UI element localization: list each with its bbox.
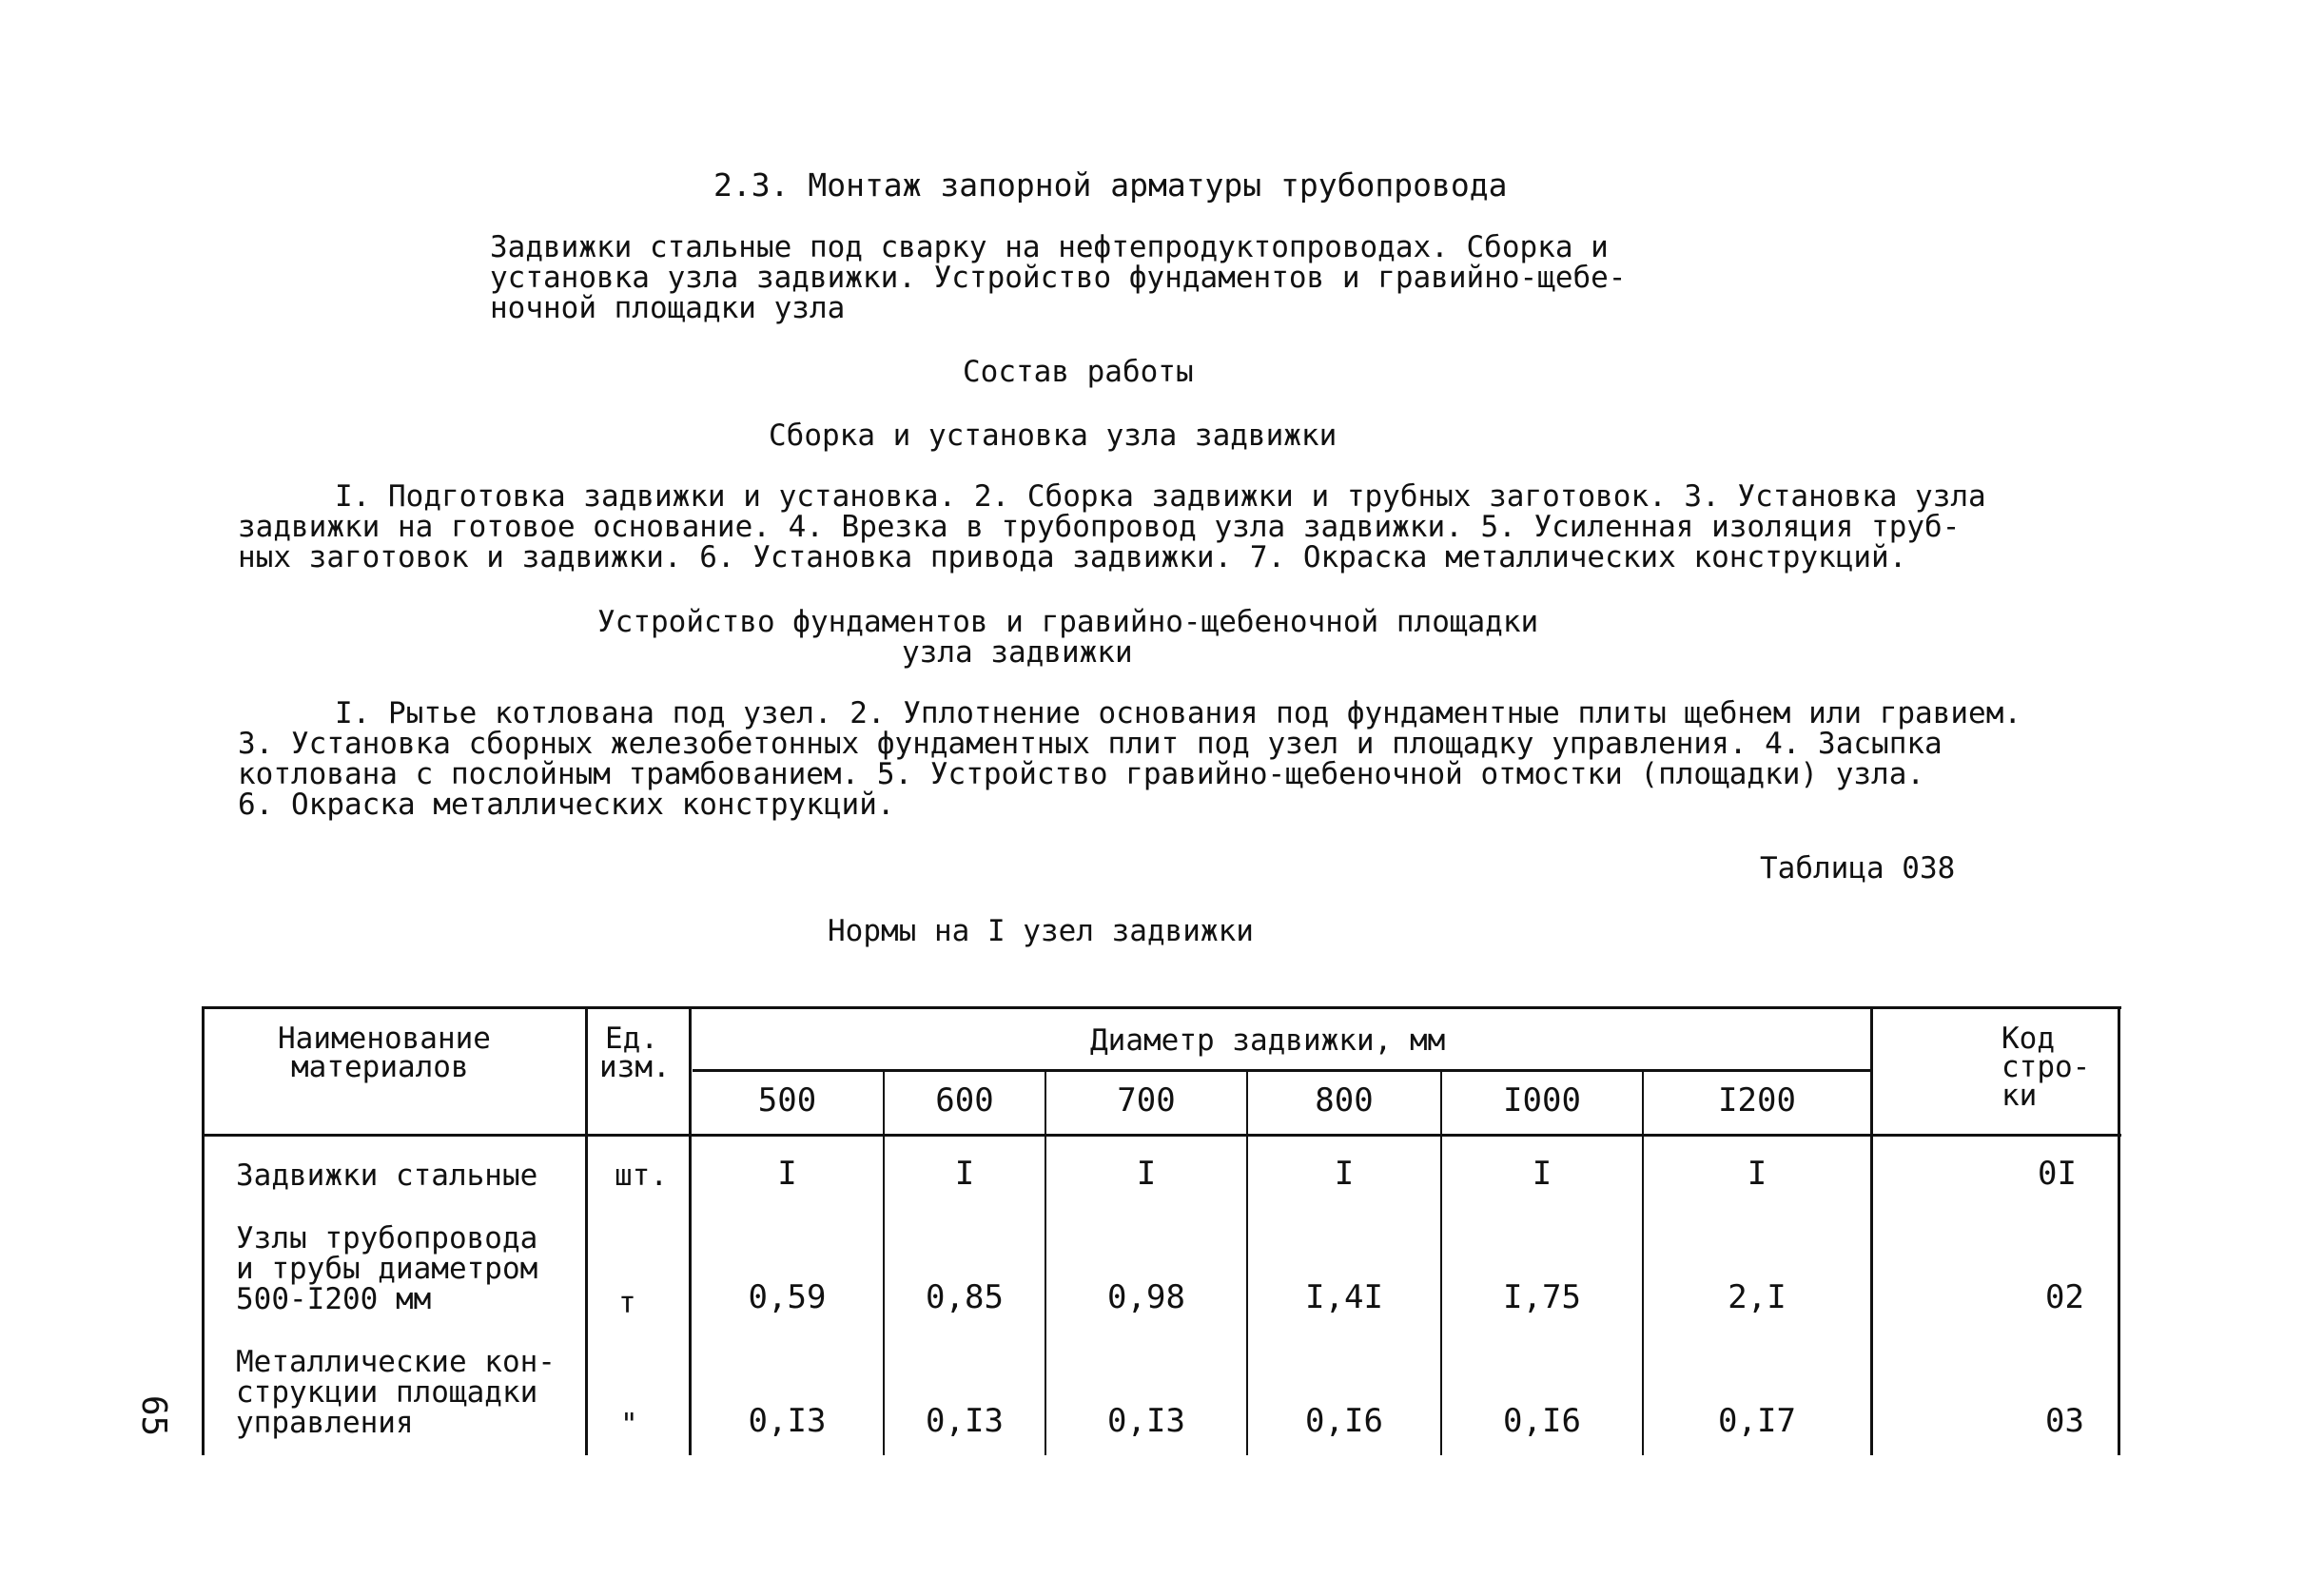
row-code: 02 <box>2045 1278 2084 1316</box>
foundation-line: котлована с послойным трамбованием. 5. Устройство гравийно-щебеночной отмостки (площадки) узла. <box>238 757 1925 791</box>
row-value: I <box>954 1155 975 1193</box>
row-unit: шт. <box>615 1158 668 1193</box>
table-subheader-line <box>693 1069 1872 1072</box>
row-value: I,4I <box>1305 1278 1383 1316</box>
assembly-heading: Сборка и установка узла задвижки <box>769 418 1337 453</box>
table-vline <box>1642 1069 1644 1455</box>
row-name: Узлы трубопровода <box>236 1221 538 1255</box>
row-value: 0,85 <box>926 1278 1004 1316</box>
header-name: материалов <box>291 1050 469 1084</box>
table-vline <box>1246 1069 1248 1455</box>
table-vline <box>2118 1006 2120 1455</box>
assembly-line: ных заготовок и задвижки. 6. Установка привода задвижки. 7. Окраска металлических конструкций. <box>238 540 1907 574</box>
header-diameter-value: 600 <box>935 1081 994 1119</box>
table-vline <box>202 1006 205 1455</box>
section-title: 2.3. Монтаж запорной арматуры трубопровода <box>713 166 1508 204</box>
header-diameter-value: 800 <box>1315 1081 1374 1119</box>
header-name: Наименование <box>278 1022 491 1056</box>
table-vline <box>689 1006 692 1455</box>
header-code: стро- <box>2001 1050 2091 1084</box>
row-value: I <box>1334 1155 1355 1193</box>
foundation-heading: Устройство фундаментов и гравийно-щебеночной площадки <box>597 605 1539 639</box>
row-name: 500-I200 мм <box>236 1282 432 1316</box>
header-diameter-value: I200 <box>1718 1081 1796 1119</box>
row-value: I <box>1136 1155 1157 1193</box>
row-value: I <box>1532 1155 1552 1193</box>
intro-line: установка узла задвижки. Устройство фундаментов и гравийно-щебе- <box>490 261 1627 295</box>
header-diameter-value: I000 <box>1503 1081 1581 1119</box>
intro-line: Задвижки стальные под сварку на нефтепродуктопроводах. Сборка и <box>490 230 1609 264</box>
header-diameter: Диаметр задвижки, мм <box>1090 1023 1446 1058</box>
row-value: 0,I3 <box>1107 1402 1185 1440</box>
table-border-top <box>202 1006 2121 1009</box>
header-diameter-value: 500 <box>757 1081 817 1119</box>
row-value: 0,I3 <box>748 1402 827 1440</box>
work-heading: Состав работы <box>963 355 1194 389</box>
foundation-heading: узла задвижки <box>902 635 1133 670</box>
table-title: Нормы на I узел задвижки <box>828 914 1254 948</box>
table-vline <box>585 1006 588 1455</box>
page-number: 65 <box>134 1394 174 1437</box>
foundation-line: 3. Установка сборных железобетонных фундаментных плит под узел и площадку управления. 4. Засыпка <box>238 727 1943 761</box>
header-code: Код <box>2001 1022 2055 1056</box>
table-header-bottom <box>202 1134 2121 1137</box>
row-unit: " <box>620 1408 638 1442</box>
row-value: 0,I3 <box>926 1402 1004 1440</box>
table-label: Таблица 038 <box>1760 851 1956 886</box>
assembly-line: задвижки на готовое основание. 4. Врезка в трубопровод узла задвижки. 5. Усиленная изоляция труб- <box>238 510 1961 544</box>
table-vline <box>883 1069 885 1455</box>
row-value: 0,I6 <box>1503 1402 1581 1440</box>
row-value: I,75 <box>1503 1278 1581 1316</box>
row-value: 0,98 <box>1107 1278 1185 1316</box>
row-unit: т <box>618 1286 636 1320</box>
foundation-line: I. Рытье котлована под узел. 2. Уплотнение основания под фундаментные плиты щебнем или гравием. <box>335 696 2022 730</box>
row-value: 2,I <box>1728 1278 1787 1316</box>
row-value: 0,I7 <box>1718 1402 1796 1440</box>
row-code: 0I <box>2038 1155 2077 1193</box>
row-name: и трубы диаметром <box>236 1252 538 1286</box>
row-name: Задвижки стальные <box>236 1158 538 1193</box>
row-name: Металлические кон- <box>236 1345 556 1379</box>
row-name: управления <box>236 1406 414 1440</box>
row-code: 03 <box>2045 1402 2084 1440</box>
table-vline <box>1870 1006 1873 1455</box>
row-value: 0,59 <box>748 1278 827 1316</box>
row-value: I <box>777 1155 797 1193</box>
foundation-line: 6. Окраска металлических конструкций. <box>238 788 895 822</box>
assembly-line: I. Подготовка задвижки и установка. 2. Сборка задвижки и трубных заготовок. 3. Установка узла <box>335 479 1986 514</box>
row-value: I <box>1747 1155 1767 1193</box>
row-value: 0,I6 <box>1305 1402 1383 1440</box>
row-name: струкции площадки <box>236 1375 538 1410</box>
header-unit: Ед. <box>605 1022 658 1056</box>
header-diameter-value: 700 <box>1117 1081 1176 1119</box>
intro-line: ночной площадки узла <box>490 291 846 325</box>
table-vline <box>1045 1069 1046 1455</box>
header-code: ки <box>2001 1079 2038 1113</box>
table-vline <box>1440 1069 1442 1455</box>
header-unit: изм. <box>599 1050 671 1084</box>
